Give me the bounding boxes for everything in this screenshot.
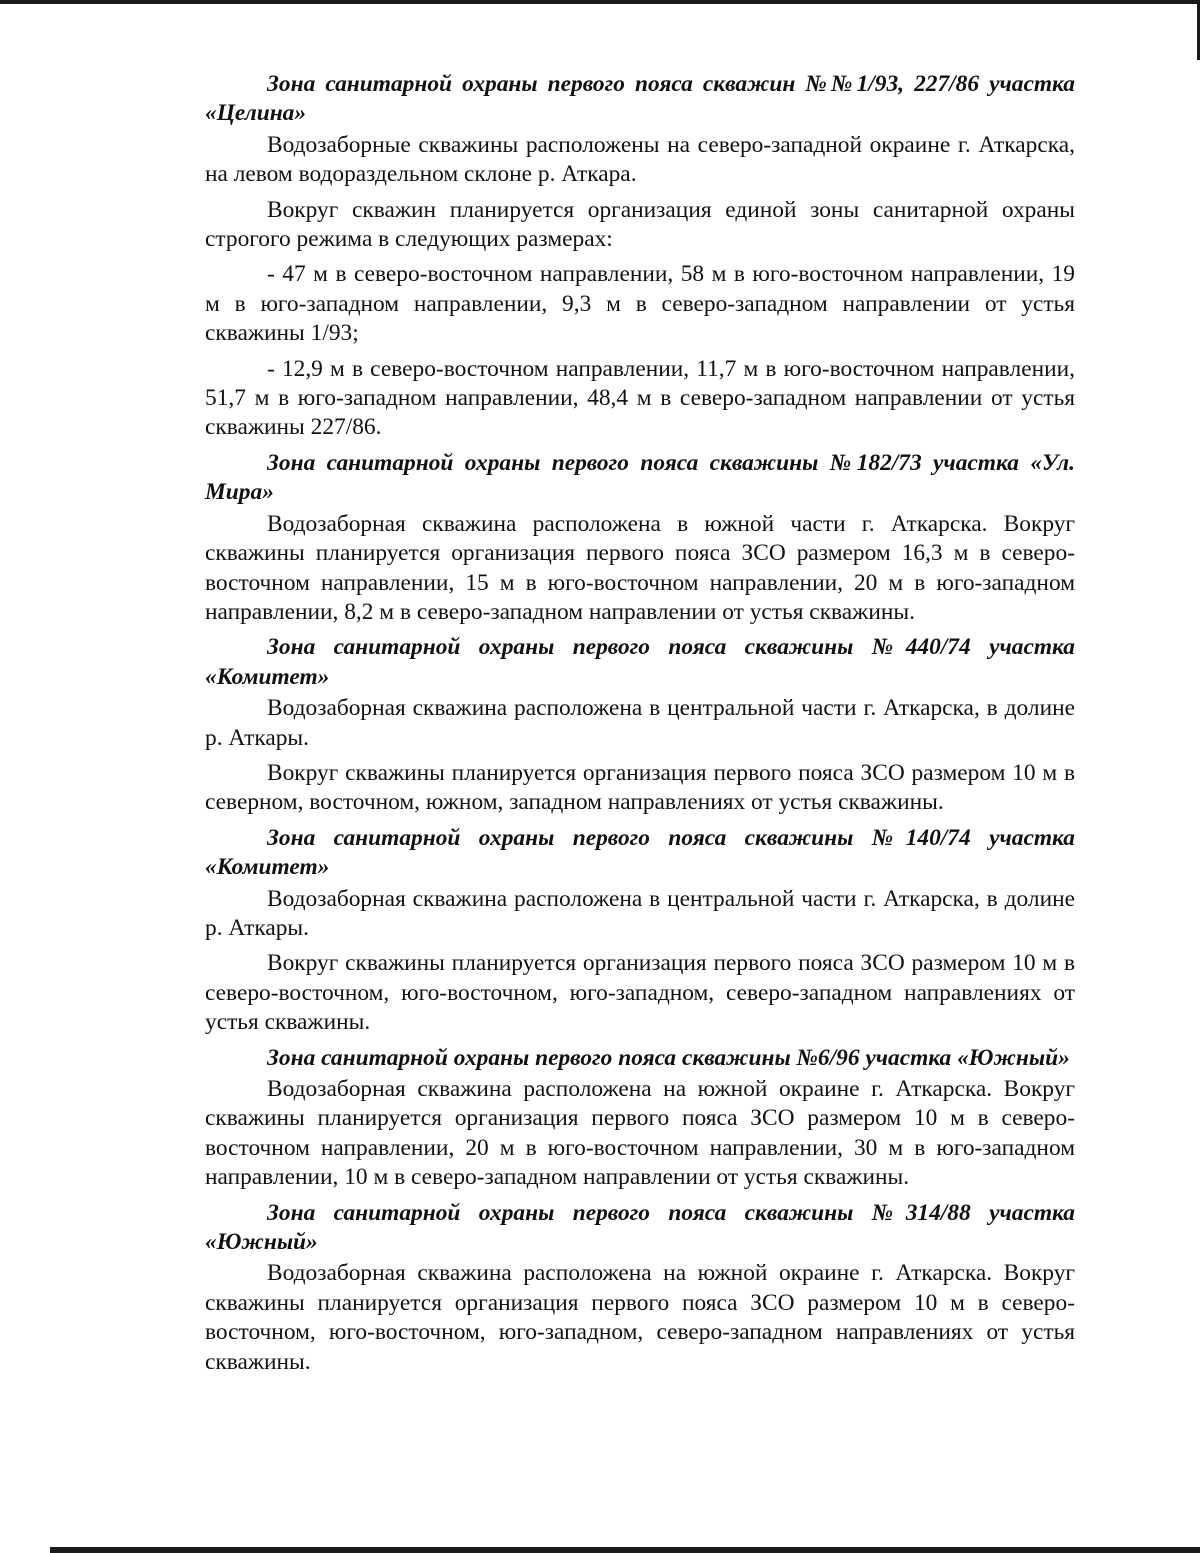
paragraph: Вокруг скважины планируется организация первого пояса ЗСО размером 10 м в северо-восточном, юго-восточном, юго-западном, северо-западном направлениях от устья скважины. [205, 950, 1075, 1036]
paragraph: Водозаборные скважины расположены на северо-западной окраине г. Аткарска, на левом водораздельном склоне р. Аткара. [205, 131, 1075, 188]
document-page [205, 70, 1075, 1383]
paragraph: Водозаборная скважина расположена в центральной части г. Аткарска, в долине р. Аткары. [205, 695, 1075, 751]
section-yuzhny-314 [205, 1199, 1075, 1377]
section-heading: Зона санитарной охраны первого пояса скважины №140/74 участка «Комитет» [205, 824, 1075, 881]
section-celina [205, 70, 1075, 443]
scan-border-bottom [50, 1547, 1200, 1553]
section-heading: Зона санитарной охраны первого пояса скважин №№1/93, 227/86 участка «Целина» [205, 71, 1075, 127]
section-heading: Зона санитарной охраны первого пояса скважины №440/74 участка «Комитет» [205, 634, 1075, 690]
paragraph: Водозаборная скважина расположена в центральной части г. Аткарска, в долине р. Аткары. [205, 885, 1075, 941]
paragraph: Водозаборная скважина расположена в южной части г. Аткарска. Вокруг скважины планируется организация первого пояса ЗСО размером 16,3 м в северо-восточном направлении, 15 м в юго-восточном направлении, 20 м в юго-западном направлении, 8,2 м в северо-западном направлении от устья скважины. [205, 510, 1075, 625]
paragraph: Вокруг скважин планируется организация единой зоны санитарной охраны строгого режима в следующих размерах: [205, 196, 1075, 253]
scan-border-top [0, 0, 1200, 4]
paragraph: Водозаборная скважина расположена на южной окраине г. Аткарска. Вокруг скважины планируется организация первого пояса ЗСО размером 10 м в северо-восточном, юго-восточном, юго-западном, северо-западном направлениях от устья скважины. [205, 1260, 1075, 1375]
paragraph: Водозаборная скважина расположена на южной окраине г. Аткарска. Вокруг скважины планируется организация первого пояса ЗСО размером 10 м в северо-восточном направлении, 20 м в юго-восточном направлении, 30 м в юго-западном направлении, 10 м в северо-западном направлении от устья скважины. [205, 1076, 1075, 1191]
paragraph: Вокруг скважины планируется организация первого пояса ЗСО размером 10 м в северном, восточном, южном, западном направлениях от устья скважины. [205, 759, 1075, 816]
section-komitet-440 [205, 633, 1075, 817]
section-heading: Зона санитарной охраны первого пояса скважины №182/73 участка «Ул. Мира» [205, 449, 1075, 506]
section-heading: Зона санитарной охраны первого пояса скважины №6/96 участка «Южный» [267, 1044, 1070, 1071]
section-heading: Зона санитарной охраны первого пояса скважины №314/88 участка «Южный» [205, 1199, 1075, 1256]
list-item: - 47 м в северо-восточном направлении, 58 м в юго-восточном направлении, 19 м в юго-западном направлении, 9,3 м в северо-западном направлении от устья скважины 1/93; [205, 261, 1075, 347]
section-ul-mira [205, 449, 1075, 627]
list-item: - 12,9 м в северо-восточном направлении, 11,7 м в юго-восточном направлении, 51,7 м в юго-западном направлении, 48,4 м в северо-западном направлении от устья скважины 227/86. [205, 355, 1075, 441]
section-yuzhny-6 [205, 1044, 1075, 1193]
section-komitet-140 [205, 824, 1075, 1038]
